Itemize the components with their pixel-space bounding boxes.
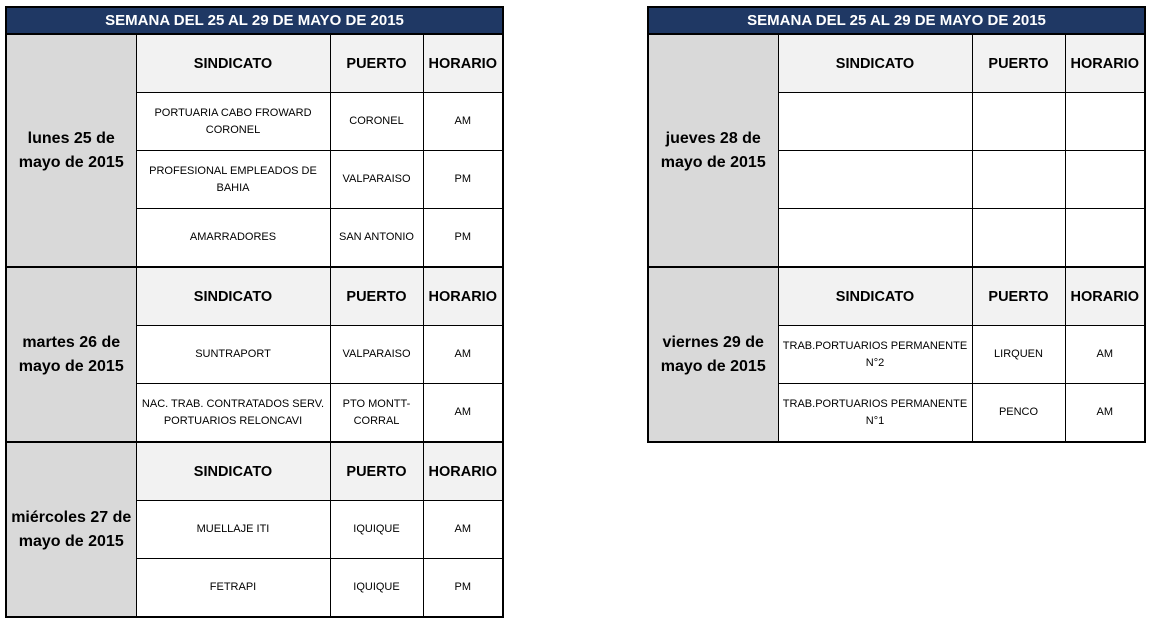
- cell-puerto: PTO MONTT-CORRAL: [330, 384, 423, 443]
- cell-horario: AM: [1065, 384, 1145, 443]
- cell-sindicato: TRAB.PORTUARIOS PERMANENTE N°1: [778, 384, 972, 443]
- cell-horario: PM: [423, 151, 503, 209]
- day-label-miercoles: miércoles 27 de mayo de 2015: [6, 442, 136, 617]
- cell-sindicato: NAC. TRAB. CONTRATADOS SERV. PORTUARIOS RELONCAVI: [136, 384, 330, 443]
- cell-puerto: IQUIQUE: [330, 559, 423, 618]
- header-sindicato: SINDICATO: [136, 442, 330, 501]
- cell-puerto: LIRQUEN: [972, 326, 1065, 384]
- cell-puerto: [972, 209, 1065, 268]
- day-label-jueves: jueves 28 de mayo de 2015: [648, 34, 778, 267]
- cell-horario: AM: [1065, 326, 1145, 384]
- header-horario: HORARIO: [423, 442, 503, 501]
- cell-sindicato: [778, 209, 972, 268]
- cell-puerto: [972, 151, 1065, 209]
- cell-sindicato: AMARRADORES: [136, 209, 330, 268]
- cell-puerto: CORONEL: [330, 93, 423, 151]
- cell-sindicato: TRAB.PORTUARIOS PERMANENTE N°2: [778, 326, 972, 384]
- header-sindicato: SINDICATO: [778, 34, 972, 93]
- header-puerto: PUERTO: [330, 267, 423, 326]
- schedule-table-right: [647, 6, 1146, 443]
- cell-sindicato: [778, 151, 972, 209]
- day-label-lunes: lunes 25 de mayo de 2015: [6, 34, 136, 267]
- week-title: SEMANA DEL 25 AL 29 DE MAYO DE 2015: [6, 7, 503, 34]
- cell-sindicato: FETRAPI: [136, 559, 330, 618]
- cell-horario: AM: [423, 384, 503, 443]
- week-title: SEMANA DEL 25 AL 29 DE MAYO DE 2015: [648, 7, 1145, 34]
- cell-puerto: [972, 93, 1065, 151]
- cell-puerto: SAN ANTONIO: [330, 209, 423, 268]
- header-puerto: PUERTO: [972, 34, 1065, 93]
- cell-horario: AM: [423, 501, 503, 559]
- header-puerto: PUERTO: [330, 34, 423, 93]
- header-horario: HORARIO: [1065, 267, 1145, 326]
- header-horario: HORARIO: [423, 34, 503, 93]
- schedule-table-left: [5, 6, 504, 618]
- header-horario: HORARIO: [1065, 34, 1145, 93]
- cell-puerto: PENCO: [972, 384, 1065, 443]
- cell-horario: AM: [423, 326, 503, 384]
- header-puerto: PUERTO: [972, 267, 1065, 326]
- cell-horario: AM: [423, 93, 503, 151]
- cell-horario: PM: [423, 559, 503, 618]
- cell-horario: [1065, 209, 1145, 268]
- cell-sindicato: PROFESIONAL EMPLEADOS DE BAHIA: [136, 151, 330, 209]
- cell-sindicato: SUNTRAPORT: [136, 326, 330, 384]
- header-horario: HORARIO: [423, 267, 503, 326]
- day-label-viernes: viernes 29 de mayo de 2015: [648, 267, 778, 442]
- cell-sindicato: MUELLAJE ITI: [136, 501, 330, 559]
- header-puerto: PUERTO: [330, 442, 423, 501]
- cell-puerto: VALPARAISO: [330, 151, 423, 209]
- cell-puerto: VALPARAISO: [330, 326, 423, 384]
- header-sindicato: SINDICATO: [136, 34, 330, 93]
- cell-horario: PM: [423, 209, 503, 268]
- cell-horario: [1065, 93, 1145, 151]
- header-sindicato: SINDICATO: [136, 267, 330, 326]
- cell-sindicato: PORTUARIA CABO FROWARD CORONEL: [136, 93, 330, 151]
- cell-horario: [1065, 151, 1145, 209]
- day-label-martes: martes 26 de mayo de 2015: [6, 267, 136, 442]
- cell-sindicato: [778, 93, 972, 151]
- cell-puerto: IQUIQUE: [330, 501, 423, 559]
- header-sindicato: SINDICATO: [778, 267, 972, 326]
